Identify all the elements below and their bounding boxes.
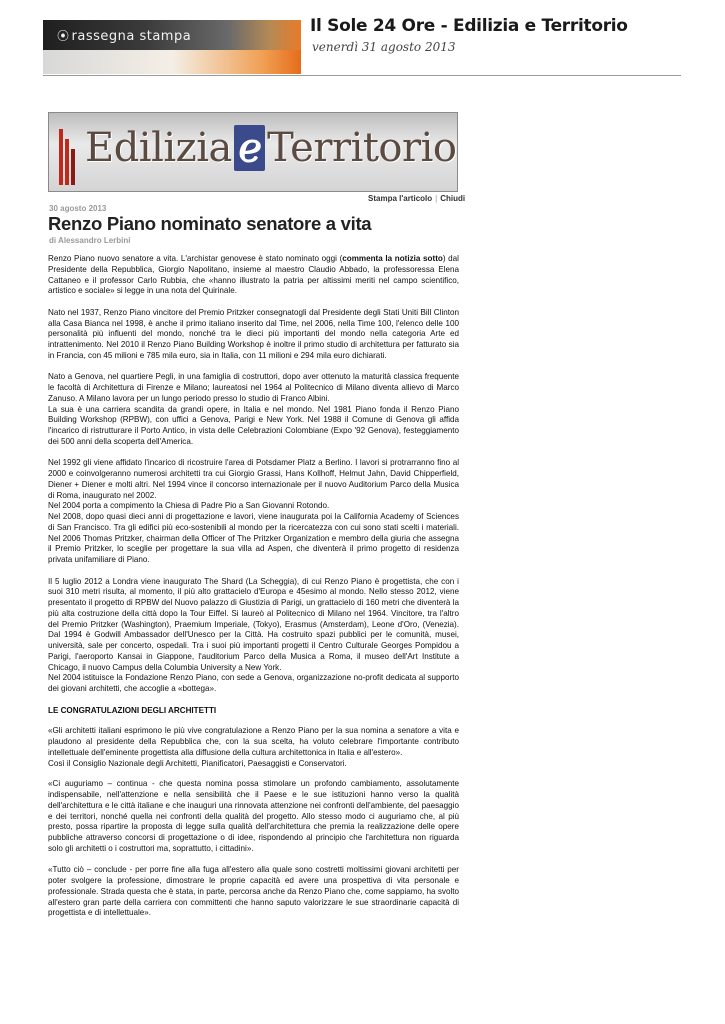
article-author: di Alessandro Lerbini	[49, 236, 131, 245]
banner-word-territorio: Territorio	[267, 125, 457, 171]
banner-logo-text	[85, 125, 457, 171]
article-date: 30 agosto 2013	[49, 204, 107, 213]
paragraph: Il 5 luglio 2012 a Londra viene inaugurato The Shard (La Scheggia), di cui Renzo Piano è progettista, che con i suoi 310 metri risulta, al momento, il più alto grattacielo d'Europa e 45esimo al mondo. Nello stesso 2012, viene presentato il progetto di RPBW del Nuovo palazzo di Giustizia di Parigi, un grattacielo di 160 metri che diventerà la più alta costruzione della città dopo la Tour Eiffel. Si laureò al Politecnico di Milano nel 1964. Vincitore, tra l'altro del Premio Pritzker (Washington), Praemium Imperiale, (Tokyo), Erasmus (Amsterdam), Leone d'Oro, (Venezia). Dal 1994 è Godwill Ambassador dell'Unesco per la Città. Ha costruito spazi pubblici per le comunità, musei, università, sale per concerto, ospedali. Tra i suoi più importanti progetti il Centro Culturale Georges Pompidou a Parigi, l'aeroporto Kansai in Giappone, l'auditorium Parco della Musica a Roma, il museo dell'Art Institute a Chicago, il nuovo Campus della Columbia University a New York.	[48, 576, 459, 672]
paragraph: Nel 2004 istituisce la Fondazione Renzo Piano, con sede a Genova, organizzazione no-profit dedicata al supporto dei giovani architetti, che accoglie a «bottega».	[48, 673, 459, 693]
rassegna-stampa-banner	[43, 20, 301, 74]
banner-stripe	[43, 50, 301, 74]
paragraph: La sua è una carriera scandita da grandi opere, in Italia e nel mondo. Nel 1981 Piano fonda il Renzo Piano Building Workshop (RPBW), con uffici a Genova, Parigi e New York. Nel 1988 il Comune di Genova gli affida l'incarico di ristrutturare il Porto Antico, in vista delle Celebrazioni Colombiane (Expo '92 Genova), festeggiamento dei 500 anni della scoperta dell'America.	[48, 404, 459, 446]
tools-separator: |	[435, 194, 438, 203]
paragraph: Nato nel 1937, Renzo Piano vincitore del Premio Pritzker consegnatogli dal Presidente degli Stati Uniti Bill Clinton alla Casa Bianca nel 1998, è anche il primo italiano inserito dal Time, nel 2006, nella Time 100, l'elenco delle 100 personalità più influenti del mondo, nonché tra le dieci più importanti del mondo nella categoria Arte ed intrattenimento. Nel 2010 il Renzo Piano Building Workshop è inoltre il primo studio di architettura per fatturato sia in Francia, con 45 milioni e 785 mila euro, sia in Italia, con 11 milioni e 294 mila euro dichiarati.	[48, 307, 459, 360]
paragraph: Così il Consiglio Nazionale degli Architetti, Pianificatori, Paesaggisti e Conservatori.	[48, 758, 347, 768]
comment-link[interactable]: commenta la notizia sotto	[342, 254, 443, 263]
paragraph: «Gli architetti italiani esprimono le più vive congratulazione a Renzo Piano per la sua nomina a senatore a vita e plaudono al presidente della Repubblica che, con la sua scelta, ha voluto celebrare l'importante contributo intellettuale dell'eminente progettista alla diffusione della cultura architettonica in Italia e all'estero».	[48, 726, 459, 757]
paragraph: «Tutto ciò – conclude - per porre fine alla fuga all'estero alla quale sono costretti moltissimi giovani architetti per poter svolgere la professione, dimostrare le proprie capacità ed avere una prospettiva di vita personale e professionale. Strada questa che è stata, in parte, percorsa anche da Renzo Piano che, come sappiamo, ha svolto all'estero gran parte della carriera con committenti che hanno saputo valorizzare le sue straordinarie capacità di progettista e di intellettuale».	[48, 865, 459, 918]
article-body	[48, 254, 459, 930]
banner-word-e: e	[234, 125, 265, 171]
header-divider	[43, 75, 681, 76]
service-name: rassegna stampa	[71, 29, 192, 44]
publication-date: venerdì 31 agosto 2013	[312, 40, 456, 54]
paragraph: Nel 2004 porta a compimento la Chiesa di Padre Pio a San Giovanni Rotondo.	[48, 501, 330, 511]
swirl-icon: ⦿	[57, 29, 70, 43]
section-heading: LE CONGRATULAZIONI DEGLI ARCHITETTI	[48, 705, 217, 715]
paragraph: Nel 1992 gli viene affidato l'incarico di ricostruire l'area di Potsdamer Platz a Berlino. I lavori si protrarranno fino al 2000 e coinvolgeranno numerosi architetti tra cui Giorgio Grassi, Hans Kollhoff, Helmut Jahn, David Chipperfield, Diener + Diener e molti altri. Nel 1994 vince il concorso internazionale per il nuovo Auditorium Parco della Musica di Roma, inaugurato nel 2002.	[48, 458, 459, 500]
paragraph: Renzo Piano nuovo senatore a vita. L'archistar genovese è stato nominato oggi (commenta la notizia sotto) dal Presidente della Repubblica, Giorgio Napolitano, insieme al maestro Claudio Abbado, la professoressa Elena Cattaneo e il professor Carlo Rubbia, che «hanno illustrato la patria per altissimi meriti nel campo scientifico, artistico e sociale» si legge in una nota del Quirinale.	[48, 254, 459, 296]
publication-title: Il Sole 24 Ore - Edilizia e Territorio	[310, 16, 628, 36]
edilizia-territorio-banner	[48, 112, 458, 192]
logo-mark-icon	[57, 123, 79, 185]
article-title: Renzo Piano nominato senatore a vita	[48, 213, 372, 234]
paragraph: Nato a Genova, nel quartiere Pegli, in una famiglia di costruttori, dopo aver ottenuto la maturità classica frequente le facoltà di Architettura di Firenze e Milano; laureatosi nel 1964 al Politecnico di Milano diventa allievo di Marco Zanuso. A Milano lavora per un lungo periodo presso lo studio di Franco Albini.	[48, 372, 459, 403]
print-article-link[interactable]: Stampa l'articolo	[368, 194, 433, 203]
close-link[interactable]: Chiudi	[440, 194, 466, 203]
banner-word-edilizia: Edilizia	[85, 125, 232, 171]
paragraph: Nel 2008, dopo quasi dieci anni di progettazione e lavori, viene inaugurata poi la California Academy of Sciences di San Francisco. Tra gli edifici più eco-sostenibili al mondo per la ricercatezza con cui sono stati scelti i materiali. Nel 2006 Thomas Pritzker, chairman della Officer of The Pritzker Organization e membro della giuria che assegna il Premio Pritzker, lo sceglie per progettare la sua villa ad Aspen, che diventerà il primo progetto di residenza privata unifamiliare di Piano.	[48, 512, 459, 564]
article-tools	[368, 194, 465, 203]
paragraph: «Ci auguriamo – continua - che questa nomina possa stimolare un profondo cambiamento, assolutamente indispensabile, nell'attenzione e nella sensibilità che il Paese e le sue istituzioni hanno verso la qualità dell'architettura e le città italiane e che inauguri una rinnovata attenzione nei confronti dell'ambiente, del paesaggio e dei territori, nonché quella nei confronti della qualità del progetto. Allo stesso modo ci auguriamo che, al più presto, possa ripartire la proposta di legge sulla qualità dell'architettura che premia la realizzazione delle opere pubbliche attraverso concorsi di progettazione o di idee, rispondendo al principio che l'architettura non riguarda solo gli architetti o i costruttori ma, soprattutto, i cittadini».	[48, 779, 459, 853]
rassegna-stampa-logo	[57, 27, 191, 44]
